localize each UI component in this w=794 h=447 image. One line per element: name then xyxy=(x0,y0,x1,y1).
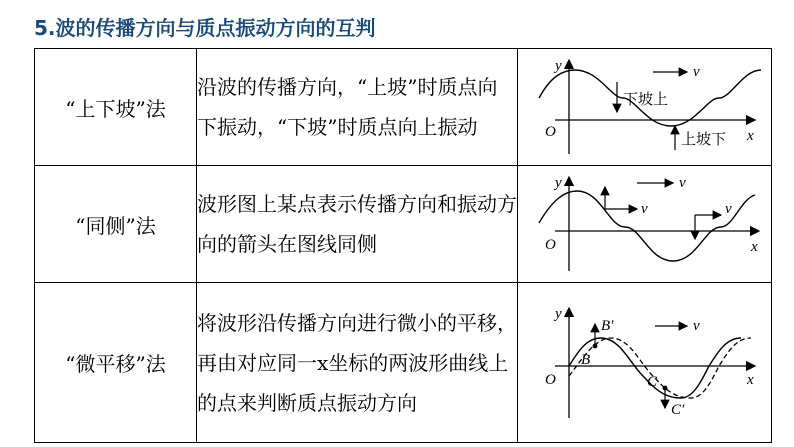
x-axis-label: x xyxy=(750,239,758,255)
velocity-label: v xyxy=(692,64,700,80)
velocity-label-left: v xyxy=(640,201,648,217)
section-heading: 5.波的传播方向与质点振动方向的互判 xyxy=(34,16,376,40)
origin-label: O xyxy=(544,124,556,140)
uphill-downhill-diagram xyxy=(525,52,765,162)
method-cell: “同侧”法 xyxy=(35,166,197,283)
description-cell: 将波形沿传播方向进行微小的平移，再由对应同一x坐标的两波形曲线上的点来判断质点振动方向 xyxy=(197,283,518,443)
x-axis-label: x xyxy=(746,128,754,144)
y-axis-label: y xyxy=(554,58,562,74)
velocity-label: v xyxy=(692,317,700,334)
figure-cell xyxy=(518,283,772,443)
point-b-prime-label: B′ xyxy=(600,317,613,334)
figure-cell xyxy=(518,49,772,166)
description-cell: 沿波的传播方向，“上坡”时质点向下振动，“下坡”时质点向上振动 xyxy=(197,49,518,166)
velocity-label-top: v xyxy=(678,175,686,191)
same-side-diagram xyxy=(525,169,765,279)
table-row xyxy=(35,166,772,283)
velocity-label-right: v xyxy=(724,201,732,217)
table-row xyxy=(35,49,772,166)
point-b-label: B xyxy=(580,351,590,368)
origin-label: O xyxy=(544,237,556,253)
y-axis-label: y xyxy=(554,305,562,322)
micro-translation-diagram xyxy=(525,298,765,428)
comparison-table xyxy=(34,48,772,443)
y-axis-label: y xyxy=(554,175,562,191)
annotation-downhill-up: 下坡上 xyxy=(622,90,668,108)
method-cell: “上下坡”法 xyxy=(35,49,197,166)
description-cell: 波形图上某点表示传播方向和振动方向的箭头在图线同侧 xyxy=(197,166,518,283)
annotation-uphill-down: 上坡下 xyxy=(680,130,726,148)
method-cell: “微平移”法 xyxy=(35,283,197,443)
table-row xyxy=(35,283,772,443)
point-c-label: C xyxy=(646,373,657,390)
figure-cell xyxy=(518,166,772,283)
origin-label: O xyxy=(544,371,556,388)
point-c-prime-label: C′ xyxy=(670,401,684,418)
x-axis-label: x xyxy=(746,371,754,388)
